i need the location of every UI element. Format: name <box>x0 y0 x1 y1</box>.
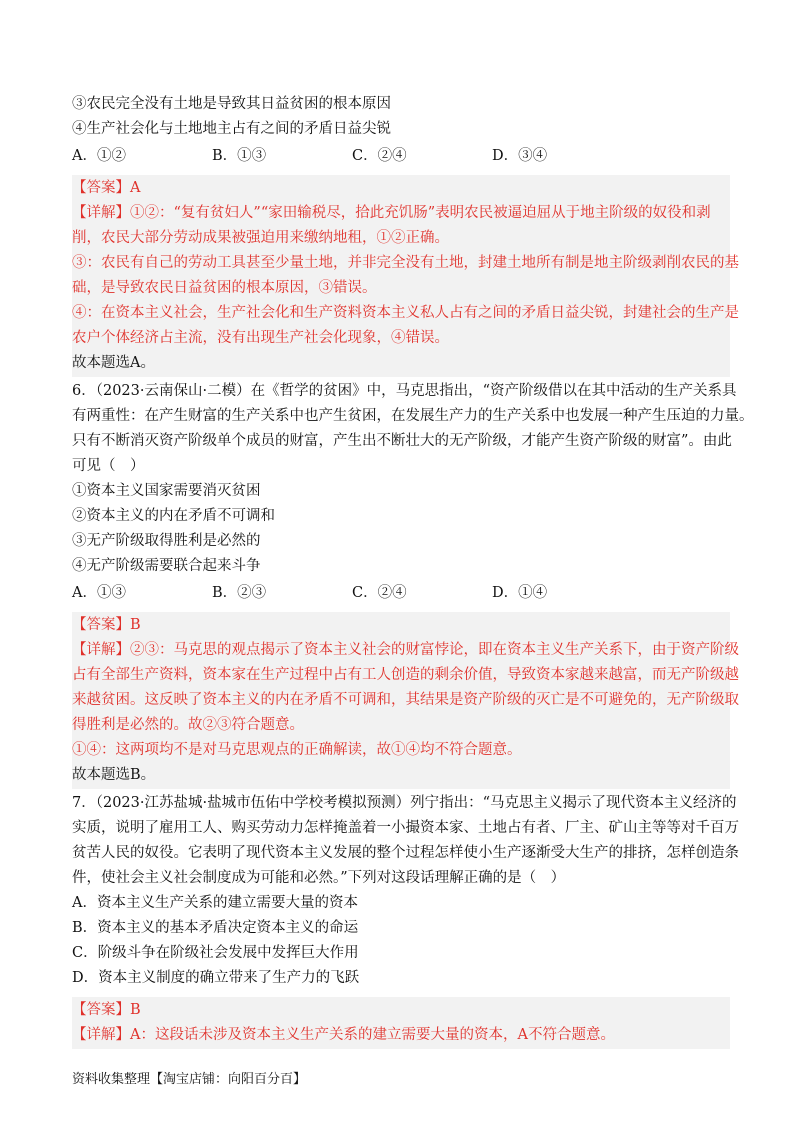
q6-choice-a: A．①③ <box>72 585 126 601</box>
q7-stem-line: 7．（2023·江苏盐城·盐城市伍佑中学校考模拟预测）列宁指出：“马克思主义揭示了现代资本主义经济的 <box>72 795 737 811</box>
q5-answer: 【答案】A <box>72 180 141 196</box>
q5-choice-c: C．②④ <box>352 148 407 164</box>
q6-choice-c: C．②④ <box>352 585 407 601</box>
q6-answer: 【答案】B <box>72 617 141 633</box>
q5-detail-line: ③：农民有自己的劳动工具甚至少量土地，并非完全没有土地，封建土地所有制是地主阶级剥削农民的基 <box>72 255 739 271</box>
page-footer: 资料收集整理【淘宝店铺：向阳百分百】 <box>72 1072 307 1087</box>
q6-stem-line: 6．（2023·云南保山·二模）在《哲学的贫困》中，马克思指出，“资产阶级借以在其中活动的生产关系具 <box>72 383 737 399</box>
q5-conclusion: 故本题选A。 <box>72 355 155 371</box>
q6-option: ②资本主义的内在矛盾不可调和 <box>72 508 275 524</box>
q5-detail-line: ④：在资本主义社会，生产社会化和生产资料资本主义私人占有之间的矛盾日益尖锐，封建社会的生产是 <box>72 305 739 321</box>
q5-choices <box>72 144 730 169</box>
q7-detail-line: 【详解】A：这段话未涉及资本主义生产关系的建立需要大量的资本，A不符合题意。 <box>72 1027 615 1043</box>
q6-choices <box>72 581 730 606</box>
q7-answer: 【答案】B <box>72 1002 141 1018</box>
q6-stem-line: 可见（ ） <box>72 458 145 474</box>
q5-detail-line: 农户个体经济占主流，没有出现生产社会化现象，④错误。 <box>72 330 449 346</box>
q7-stem-line: 贫苦人民的奴役。它表明了现代资本主义发展的整个过程怎样使小生产逐渐受大生产的排挤，怎样创造条 <box>72 845 739 861</box>
q5-option-4: ④生产社会化与土地地主占有之间的矛盾日益尖锐 <box>72 121 391 137</box>
q7-option-b: B．资本主义的基本矛盾决定资本主义的命运 <box>72 920 359 936</box>
q7-option-a: A．资本主义生产关系的建立需要大量的资本 <box>72 895 358 911</box>
q5-answer-block <box>72 175 739 377</box>
q7-answer-block <box>72 997 730 1049</box>
q6-stem-line: 有两重性：在产生财富的生产关系中也产生贫困，在发展生产力的生产关系中也发展一种产生压迫的力量。 <box>72 408 754 424</box>
q5-choice-b: B．①③ <box>212 148 267 164</box>
q6-detail-line: ①④：这两项均不是对马克思观点的正确解读，故①④均不符合题意。 <box>72 742 522 758</box>
q5-option-3: ③农民完全没有土地是导致其日益贫困的根本原因 <box>72 96 391 112</box>
q5-detail-line: 【详解】①②：“复有贫妇人”“家田输税尽，拾此充饥肠”表明农民被逼迫屈从于地主阶级的奴役和剥 <box>72 205 711 221</box>
q6-detail-line: 来越贫困。这反映了资本主义的内在矛盾不可调和，其结果是资产阶级的灭亡是不可避免的，无产阶级取 <box>72 692 739 708</box>
q7-option-c: C．阶级斗争在阶级社会发展中发挥巨大作用 <box>72 945 359 961</box>
q6-option: ③无产阶级取得胜利是必然的 <box>72 533 261 549</box>
q5-detail-line: 础，是导致农民日益贫困的根本原因，③错误。 <box>72 280 377 296</box>
q6-option: ①资本主义国家需要消灭贫困 <box>72 483 261 499</box>
q6-choice-d: D．①④ <box>492 585 548 601</box>
q7-stem-line: 件，使社会主义社会制度成为可能和必然。”下列对这段话理解正确的是（ ） <box>72 870 566 886</box>
q5-choice-a: A．①② <box>72 148 126 164</box>
q7-stem-line: 实质，说明了雇用工人、购买劳动力怎样掩盖着一小撮资本家、土地占有者、厂主、矿山主等等对千百万 <box>72 820 739 836</box>
q6-detail-line: 占有全部生产资料，资本家在生产过程中占有工人创造的剩余价值，导致资本家越来越富，而无产阶级越 <box>72 667 739 683</box>
q6-choice-b: B．②③ <box>212 585 267 601</box>
q6-detail-line: 得胜利是必然的。故②③符合题意。 <box>72 717 304 733</box>
q6-conclusion: 故本题选B。 <box>72 767 156 783</box>
q5-detail-line: 削，农民大部分劳动成果被强迫用来缴纳地租，①②正确。 <box>72 230 449 246</box>
document-page <box>72 92 754 1051</box>
q6-answer-block <box>72 612 739 789</box>
q7-option-d: D．资本主义制度的确立带来了生产力的飞跃 <box>72 970 360 986</box>
q5-choice-d: D．③④ <box>492 148 548 164</box>
q6-detail-line: 【详解】②③：马克思的观点揭示了资本主义社会的财富悖论，即在资本主义生产关系下，由于资产阶级 <box>72 642 739 658</box>
q6-option: ④无产阶级需要联合起来斗争 <box>72 558 261 574</box>
q6-stem-line: 只有不断消灭资产阶级单个成员的财富，产生出不断壮大的无产阶级，才能产生资产阶级的财富”。由此 <box>72 433 732 449</box>
